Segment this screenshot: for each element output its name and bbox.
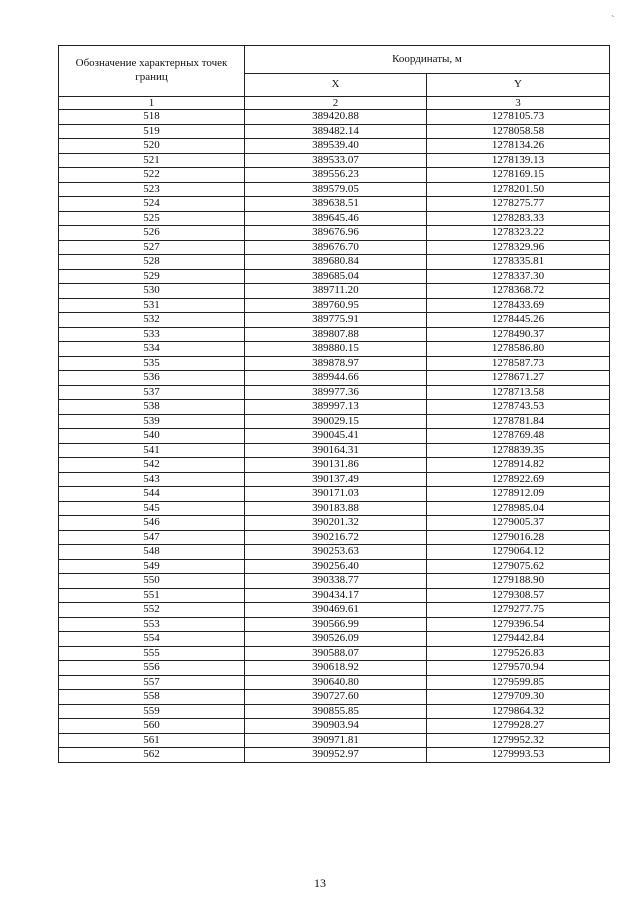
table-row [59, 313, 610, 328]
x-coordinate: 390727.60 [245, 690, 427, 705]
y-coordinate: 1278781.84 [427, 414, 610, 429]
coordinates-table [58, 45, 610, 763]
y-coordinate: 1278912.09 [427, 487, 610, 502]
y-coordinate: 1279952.32 [427, 733, 610, 748]
point-number: 558 [59, 690, 245, 705]
table-row [59, 298, 610, 313]
y-coordinate: 1279308.57 [427, 588, 610, 603]
point-number: 554 [59, 632, 245, 647]
table-row [59, 153, 610, 168]
x-coordinate: 390183.88 [245, 501, 427, 516]
corner-mark: ` [611, 14, 615, 26]
table-row [59, 211, 610, 226]
y-coordinate: 1278671.27 [427, 371, 610, 386]
y-coordinate: 1278490.37 [427, 327, 610, 342]
x-coordinate: 390903.94 [245, 719, 427, 734]
point-number: 553 [59, 617, 245, 632]
header-coords: Координаты, м [245, 46, 610, 74]
x-coordinate: 389579.05 [245, 182, 427, 197]
table-row [59, 719, 610, 734]
x-coordinate: 390164.31 [245, 443, 427, 458]
y-coordinate: 1278839.35 [427, 443, 610, 458]
table-row [59, 646, 610, 661]
point-number: 555 [59, 646, 245, 661]
point-number: 524 [59, 197, 245, 212]
table-row [59, 240, 610, 255]
y-coordinate: 1279570.94 [427, 661, 610, 676]
table-row [59, 545, 610, 560]
point-number: 530 [59, 284, 245, 299]
point-number: 538 [59, 400, 245, 415]
point-number: 525 [59, 211, 245, 226]
point-number: 521 [59, 153, 245, 168]
x-coordinate: 390338.77 [245, 574, 427, 589]
y-coordinate: 1278323.22 [427, 226, 610, 241]
x-coordinate: 390256.40 [245, 559, 427, 574]
table-row [59, 574, 610, 589]
table-row [59, 327, 610, 342]
point-number: 520 [59, 139, 245, 154]
point-number: 544 [59, 487, 245, 502]
table-row [59, 458, 610, 473]
y-coordinate: 1279526.83 [427, 646, 610, 661]
table-row [59, 675, 610, 690]
x-coordinate: 390640.80 [245, 675, 427, 690]
x-coordinate: 389638.51 [245, 197, 427, 212]
y-coordinate: 1278105.73 [427, 110, 610, 125]
point-number: 549 [59, 559, 245, 574]
table-row [59, 168, 610, 183]
point-number: 537 [59, 385, 245, 400]
y-coordinate: 1279064.12 [427, 545, 610, 560]
table-row [59, 371, 610, 386]
point-number: 543 [59, 472, 245, 487]
point-number: 546 [59, 516, 245, 531]
y-coordinate: 1279277.75 [427, 603, 610, 618]
y-coordinate: 1278433.69 [427, 298, 610, 313]
y-coordinate: 1278134.26 [427, 139, 610, 154]
y-coordinate: 1279188.90 [427, 574, 610, 589]
point-number: 559 [59, 704, 245, 719]
table-row [59, 284, 610, 299]
x-coordinate: 390171.03 [245, 487, 427, 502]
point-number: 560 [59, 719, 245, 734]
x-coordinate: 389997.13 [245, 400, 427, 415]
point-number: 556 [59, 661, 245, 676]
y-coordinate: 1278985.04 [427, 501, 610, 516]
x-coordinate: 389711.20 [245, 284, 427, 299]
x-coordinate: 389482.14 [245, 124, 427, 139]
point-number: 533 [59, 327, 245, 342]
point-number: 534 [59, 342, 245, 357]
point-number: 545 [59, 501, 245, 516]
point-number: 526 [59, 226, 245, 241]
x-coordinate: 390971.81 [245, 733, 427, 748]
table-row [59, 197, 610, 212]
table-row [59, 748, 610, 763]
header-row [59, 46, 610, 74]
table-row [59, 472, 610, 487]
y-coordinate: 1279396.54 [427, 617, 610, 632]
point-number: 536 [59, 371, 245, 386]
x-coordinate: 389977.36 [245, 385, 427, 400]
x-coordinate: 389775.91 [245, 313, 427, 328]
x-coordinate: 389556.23 [245, 168, 427, 183]
table-row [59, 400, 610, 415]
y-coordinate: 1278587.73 [427, 356, 610, 371]
table-row [59, 385, 610, 400]
x-coordinate: 389680.84 [245, 255, 427, 270]
table-row [59, 429, 610, 444]
point-number: 522 [59, 168, 245, 183]
point-number: 548 [59, 545, 245, 560]
x-coordinate: 389420.88 [245, 110, 427, 125]
table-row [59, 269, 610, 284]
point-number: 531 [59, 298, 245, 313]
x-coordinate: 390045.41 [245, 429, 427, 444]
table-row [59, 124, 610, 139]
x-coordinate: 390618.92 [245, 661, 427, 676]
y-coordinate: 1279442.84 [427, 632, 610, 647]
y-coordinate: 1279864.32 [427, 704, 610, 719]
point-number: 527 [59, 240, 245, 255]
x-coordinate: 390434.17 [245, 588, 427, 603]
point-number: 532 [59, 313, 245, 328]
point-number: 551 [59, 588, 245, 603]
x-coordinate: 390253.63 [245, 545, 427, 560]
x-coordinate: 389878.97 [245, 356, 427, 371]
column-number: 1 [59, 97, 245, 110]
x-coordinate: 389760.95 [245, 298, 427, 313]
point-number: 542 [59, 458, 245, 473]
table-row [59, 443, 610, 458]
point-number: 557 [59, 675, 245, 690]
point-number: 528 [59, 255, 245, 270]
x-coordinate: 389676.96 [245, 226, 427, 241]
point-number: 547 [59, 530, 245, 545]
x-coordinate: 390588.07 [245, 646, 427, 661]
point-number: 523 [59, 182, 245, 197]
table-row [59, 516, 610, 531]
point-number: 541 [59, 443, 245, 458]
y-coordinate: 1278769.48 [427, 429, 610, 444]
x-coordinate: 390952.97 [245, 748, 427, 763]
point-number: 540 [59, 429, 245, 444]
point-number: 539 [59, 414, 245, 429]
column-number-row [59, 97, 610, 110]
y-coordinate: 1278283.33 [427, 211, 610, 226]
table-row [59, 704, 610, 719]
header-points: Обозначение характерных точек границ [59, 46, 245, 97]
x-coordinate: 389807.88 [245, 327, 427, 342]
point-number: 535 [59, 356, 245, 371]
x-coordinate: 390526.09 [245, 632, 427, 647]
point-number: 561 [59, 733, 245, 748]
header-x: X [245, 73, 427, 96]
table-row [59, 632, 610, 647]
y-coordinate: 1278914.82 [427, 458, 610, 473]
table-row [59, 603, 610, 618]
y-coordinate: 1278058.58 [427, 124, 610, 139]
x-coordinate: 390131.86 [245, 458, 427, 473]
point-number: 552 [59, 603, 245, 618]
x-coordinate: 389533.07 [245, 153, 427, 168]
table-row [59, 414, 610, 429]
table-row [59, 501, 610, 516]
table-row [59, 182, 610, 197]
y-coordinate: 1278586.80 [427, 342, 610, 357]
y-coordinate: 1278335.81 [427, 255, 610, 270]
x-coordinate: 389645.46 [245, 211, 427, 226]
y-coordinate: 1278337.30 [427, 269, 610, 284]
y-coordinate: 1278713.58 [427, 385, 610, 400]
table-row [59, 226, 610, 241]
point-number: 562 [59, 748, 245, 763]
y-coordinate: 1278368.72 [427, 284, 610, 299]
table-row [59, 530, 610, 545]
y-coordinate: 1279993.53 [427, 748, 610, 763]
y-coordinate: 1279016.28 [427, 530, 610, 545]
x-coordinate: 390469.61 [245, 603, 427, 618]
table-row [59, 342, 610, 357]
y-coordinate: 1279599.85 [427, 675, 610, 690]
y-coordinate: 1278329.96 [427, 240, 610, 255]
table-row [59, 733, 610, 748]
column-number: 2 [245, 97, 427, 110]
x-coordinate: 389685.04 [245, 269, 427, 284]
point-number: 529 [59, 269, 245, 284]
x-coordinate: 390137.49 [245, 472, 427, 487]
table-row [59, 559, 610, 574]
point-number: 550 [59, 574, 245, 589]
x-coordinate: 390216.72 [245, 530, 427, 545]
table-row [59, 617, 610, 632]
x-coordinate: 389880.15 [245, 342, 427, 357]
y-coordinate: 1278743.53 [427, 400, 610, 415]
y-coordinate: 1278445.26 [427, 313, 610, 328]
point-number: 519 [59, 124, 245, 139]
x-coordinate: 389539.40 [245, 139, 427, 154]
header-y: Y [427, 73, 610, 96]
y-coordinate: 1278201.50 [427, 182, 610, 197]
y-coordinate: 1279005.37 [427, 516, 610, 531]
page-number: 13 [314, 876, 326, 890]
y-coordinate: 1278922.69 [427, 472, 610, 487]
column-number: 3 [427, 97, 610, 110]
x-coordinate: 390029.15 [245, 414, 427, 429]
table-row [59, 690, 610, 705]
y-coordinate: 1279928.27 [427, 719, 610, 734]
x-coordinate: 389676.70 [245, 240, 427, 255]
x-coordinate: 389944.66 [245, 371, 427, 386]
table-row [59, 255, 610, 270]
table-body [59, 110, 610, 763]
y-coordinate: 1279709.30 [427, 690, 610, 705]
table-row [59, 588, 610, 603]
y-coordinate: 1278275.77 [427, 197, 610, 212]
y-coordinate: 1279075.62 [427, 559, 610, 574]
x-coordinate: 390201.32 [245, 516, 427, 531]
y-coordinate: 1278169.15 [427, 168, 610, 183]
point-number: 518 [59, 110, 245, 125]
x-coordinate: 390855.85 [245, 704, 427, 719]
x-coordinate: 390566.99 [245, 617, 427, 632]
table-row [59, 356, 610, 371]
table-row [59, 110, 610, 125]
table-row [59, 661, 610, 676]
y-coordinate: 1278139.13 [427, 153, 610, 168]
table-row [59, 139, 610, 154]
table-row [59, 487, 610, 502]
